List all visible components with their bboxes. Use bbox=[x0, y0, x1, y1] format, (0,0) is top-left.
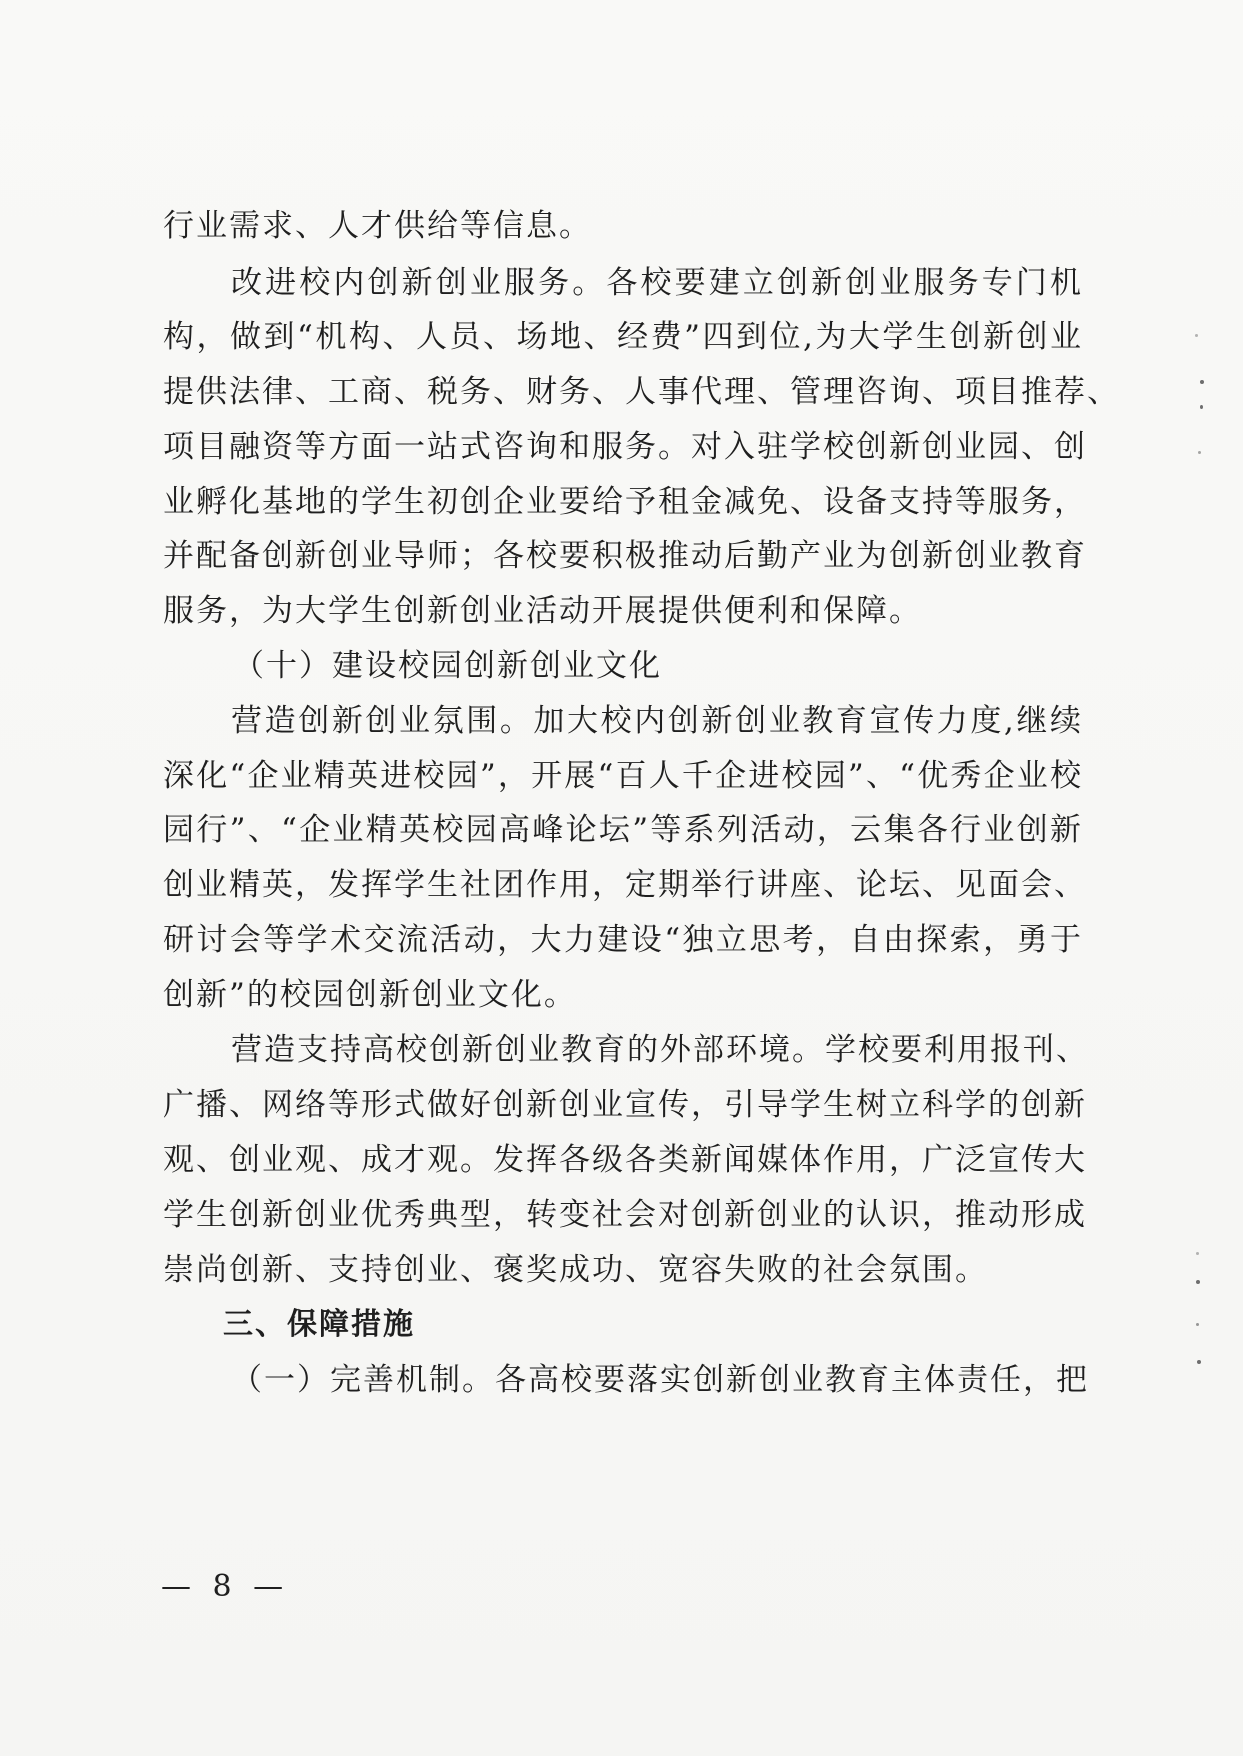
body-line: 构，做到“机构、人员、场地、经费”四到位,为大学生创新创业 bbox=[163, 319, 1083, 355]
body-line: 行业需求、人才供给等信息。 bbox=[163, 208, 592, 244]
scan-speck bbox=[1200, 405, 1203, 409]
body-line: 观、创业观、成才观。发挥各级各类新闻媒体作用，广泛宣传大 bbox=[163, 1142, 1087, 1178]
scan-speck bbox=[1195, 334, 1198, 337]
section-heading: 三、保障措施 bbox=[223, 1307, 415, 1342]
body-line: 园行”、“企业精英校园高峰论坛”等系列活动，云集各行业创新 bbox=[163, 812, 1083, 848]
body-line: 提供法律、工商、税务、财务、人事代理、管理咨询、项目推荐、 bbox=[163, 374, 1120, 410]
body-line: 崇尚创新、支持创业、褒奖成功、宽容失败的社会氛围。 bbox=[163, 1252, 988, 1288]
scan-speck bbox=[1200, 380, 1204, 384]
body-line: 创新”的校园创新创业文化。 bbox=[163, 977, 577, 1013]
scan-speck bbox=[1196, 1252, 1199, 1255]
scan-speck bbox=[1197, 1360, 1201, 1364]
paragraph-start-line: 营造创新创业氛围。加大校内创新创业教育宣传力度,继续 bbox=[231, 703, 1083, 739]
body-line: 深化“企业精英进校园”，开展“百人千企进校园”、“优秀企业校 bbox=[163, 758, 1083, 794]
section-subheading: （十）建设校园创新创业文化 bbox=[233, 648, 662, 684]
body-line: 学生创新创业优秀典型，转变社会对创新创业的认识，推动形成 bbox=[163, 1197, 1087, 1233]
body-line: 研讨会等学术交流活动，大力建设“独立思考，自由探索，勇于 bbox=[163, 922, 1083, 958]
scan-speck bbox=[1196, 1280, 1200, 1284]
body-line: 并配备创新创业导师；各校要积极推动后勤产业为创新创业教育 bbox=[163, 538, 1087, 574]
paragraph-start-line: 营造支持高校创新创业教育的外部环境。学校要利用报刊、 bbox=[231, 1032, 1089, 1068]
body-line: 广播、网络等形式做好创新创业宣传，引导学生树立科学的创新 bbox=[163, 1087, 1087, 1123]
body-line: 创业精英，发挥学生社团作用，定期举行讲座、论坛、见面会、 bbox=[163, 867, 1087, 903]
body-line: 服务，为大学生创新创业活动开展提供便利和保障。 bbox=[163, 593, 922, 629]
body-line: 业孵化基地的学生初创企业要给予租金减免、设备支持等服务， bbox=[163, 484, 1087, 520]
page-number: — 8 — bbox=[161, 1569, 290, 1604]
paragraph-start-line: 改进校内创新创业服务。各校要建立创新创业服务专门机 bbox=[231, 265, 1083, 301]
body-line: 项目融资等方面一站式咨询和服务。对入驻学校创新创业园、创 bbox=[163, 429, 1087, 465]
paragraph-start-line: （一）完善机制。各高校要落实创新创业教育主体责任，把 bbox=[231, 1362, 1089, 1398]
scan-speck bbox=[1196, 1323, 1199, 1326]
scan-speck bbox=[1198, 451, 1201, 454]
